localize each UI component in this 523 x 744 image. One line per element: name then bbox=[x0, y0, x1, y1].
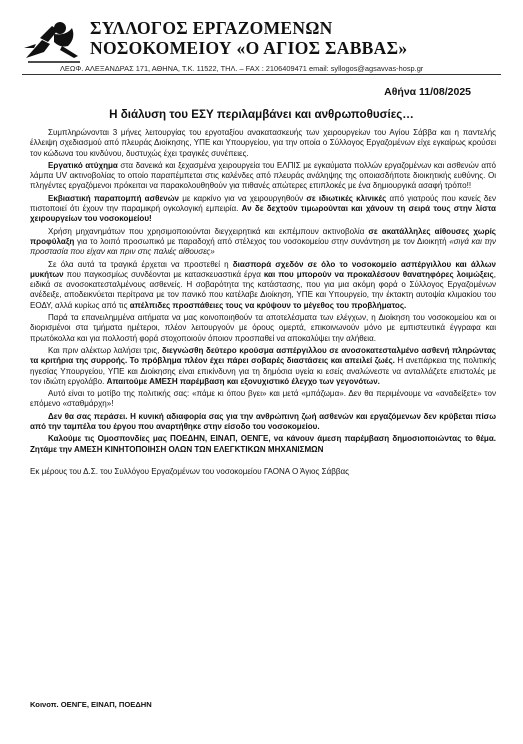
paragraph-5 bbox=[30, 260, 496, 311]
paragraph-text: για το λοιπό προσωπικό με παραδοχή από στέλεχος του νοσοκομείου στην συνάντηση με τον Διοικητή bbox=[74, 236, 450, 246]
spacer bbox=[30, 457, 496, 467]
contact-info: ΛΕΩΦ. ΑΛΕΞΑΝΔΡΑΣ 171, ΑΘΗΝΑ, Τ.Κ. 11522, ΤΗΛ. – FAX : 2106409471 email: syllogos@agsavvas-hosp.gr bbox=[60, 64, 424, 73]
paragraph-text: από γιατρούς που κανείς δεν πιστοποιεί ότι έχουν την παραμικρή ογκολογική εμπειρία. bbox=[30, 193, 497, 214]
document-date: Αθήνα 11/08/2025 bbox=[384, 86, 471, 98]
paragraph-text: Σε όλα αυτά τα τραγικά έρχεται να προστεθεί η bbox=[48, 259, 233, 269]
quote-text: «σιγά και την προστασία που είχαν και πριν στις παλιές αίθουσες» bbox=[30, 236, 496, 257]
paragraph-3 bbox=[30, 194, 496, 225]
signoff bbox=[30, 467, 496, 477]
paragraph-text: Χρήση μηχανημάτων που χρησιμοποιούνται διεγχειρητικά και εκπέμπουν ακτινοβολία bbox=[48, 226, 369, 236]
cc-recipients: Κοινοπ. ΟΕΝΓΕ, ΕΙΝΑΠ, ΠΟΕΔΗΝ bbox=[30, 700, 152, 709]
paragraph-2 bbox=[30, 161, 496, 192]
paragraph-6 bbox=[30, 313, 496, 344]
org-name-line1: ΣΥΛΛΟΓΟΣ ΕΡΓΑΖΟΜΕΝΩΝ bbox=[90, 18, 333, 38]
emphasis-text: Εκβιαστική παραπομπή ασθενών bbox=[48, 193, 180, 203]
emphasis-text: Αν δε δεχτούν τιμωρούνται και χάνουν τη σειρά τους στην λίστα χειρουργείων του νοσοκομείου! bbox=[30, 204, 496, 224]
emphasis-text: απέλπιδες προσπάθειες τους να κρύψουν το μέγεθος του προβλήματος. bbox=[129, 300, 407, 310]
paragraph-text: , ειδικά σε ανοσοκατεσταλμένους ασθενείς. Η σοβαρότητα της κατάστασης, που για μια ακόμη φορά ο Σύλλογος Εργαζομένων ανέδειξε, αποδεικνύεται περίτρανα με τον πανικό που κατέλαβε Διοίκηση, ΥΠΕ και Υπουργείο, την έκτακτη αυτοψία κλιμακίου του ΕΟΔΥ, αλλά κυρίως από τις bbox=[30, 269, 496, 310]
emphasis-text: Απαιτούμε ΑΜΕΣΗ παρέμβαση και εξονυχιστικό έλεγχο των γεγονότων. bbox=[106, 376, 380, 386]
document-title: Η διάλυση του ΕΣΥ περιλαμβάνει και ανθρωποθυσίες… bbox=[109, 108, 414, 121]
paragraph-text: Συμπληρώνονται 3 μήνες λειτουργίας του εργοταξίου ανακατασκευής των χειρουργείων του Αγίου Σάββα και η παντελής έλλειψη σχεδιασμού από πλευράς Διοίκησης, ΥΠΕ και Υπουργείου, για την οποία ο Σύλλογος Εργαζομένων είχε εγκαίρως κρούσει τον κώδωνα του κινδύνου, δυστυχώς έχει τραγικές συνέπειες. bbox=[30, 128, 496, 158]
document-body bbox=[30, 128, 496, 479]
paragraph-9 bbox=[30, 412, 496, 433]
paragraph-1 bbox=[30, 128, 496, 159]
emphasis-text: Εργατικό ατύχημα bbox=[48, 160, 118, 170]
paragraph-text: Η ανεπάρκεια της πολιτικής ηγεσίας Υπουργείου, ΥΠΕ και Διοίκησης είναι επικίνδυνη για τη δημόσια υγεία κι εσείς αναλώνεστε να ανταλλάζετε επιστολές με τον ιδιώτη εργολάβο. bbox=[30, 356, 497, 386]
emphasis-text: σε ιδιωτικές κλινικές bbox=[306, 193, 387, 203]
emphasis-text: και που μπορούν να προκαλέσουν θανατηφόρες λοιμώξεις bbox=[263, 269, 494, 279]
paragraph-text: Και πριν αλέκτωρ λαλήσει τρις, bbox=[48, 345, 162, 355]
paragraph-10 bbox=[30, 434, 496, 455]
paragraph-4 bbox=[30, 227, 496, 258]
emphasis-text: διεγνώσθη δεύτερο κρούσμα ασπέργιλλου σε ανοσοκατεσταλμένο ασθενή πληρώντας τα κριτήρια της συρροής. Το πρόβλημα πλέον έχει πάρει σοβαρές διαστάσεις και απειλεί ζωές. bbox=[30, 345, 496, 366]
emphasis-text: σε ακατάλληλες αίθουσες χωρίς προφύλαξη bbox=[30, 226, 496, 246]
header-divider bbox=[22, 74, 501, 75]
emphasis-text: διασπορά σχεδόν σε όλο το νοσοκομείο ασπέργιλλου και άλλων μυκήτων bbox=[30, 259, 496, 279]
paragraph-text: Αυτό είναι το μοτίβο της πολιτικής σας: «πάμε κι όπου βγει» και μετά «μπάζωμα». Δεν θα περιμένουμε να «αναδείξετε» τον επόμενο «σταθμάρχη»! bbox=[30, 389, 496, 409]
signoff-text: Εκ μέρους του Δ.Σ. του Συλλόγου Εργαζομένων του νοσοκομείου ΓΑΟΝΑ Ο Άγιος Σάββας bbox=[30, 466, 350, 476]
organization-name bbox=[90, 18, 510, 58]
paragraph-8 bbox=[30, 389, 496, 410]
union-logo-icon bbox=[22, 18, 84, 64]
paragraph-text: στα δανεικά και ξεχασμένα χειρουργεία του ΕΛΠΙΣ με εγκαύματα πολλών εργαζομένων και ασθενών από λάμπα UV ακτινοβολίας το οποίο παραπέμπεται στις καλένδες από πλευράς ανάληψης της οποιασδήποτε διοικητικής ευθύνης. Οι πληγέντες εργαζόμενοι πρόκειται να παρακολουθηθούν για πιθανές απώτερες επιπλοκές με ένα δημιουργικά ασαφή τρόπο!! bbox=[30, 160, 496, 191]
paragraph-text: Παρά τα επανειλημμένα αιτήματα να μας κοινοποιηθούν τα αποτελέσματα των ελέγχων, η Διοίκηση του νοσοκομείου και οι διορισμένοι στα τμήματα ημέτεροι, πλέον λειτουργούν με όρους ομερτά, επικοινωνούν μόνο με εμπιστευτικά έγγραφα και πρωτόκολλα και για πολλοστή φορά στοχοποιούν όποιον προσπαθεί να αποκαλύψει την αλήθεια. bbox=[30, 313, 496, 343]
emphasis-text: Δεν θα σας περάσει. Η κυνική αδιαφορία σας για την ανθρώπινη ζωή ασθενών και εργαζόμενων δεν κρύβεται πίσω από την ταμπέλα του έργου που αναρτήθηκε στην είσοδο του νοσοκομείου. bbox=[30, 411, 496, 432]
paragraph-7 bbox=[30, 346, 496, 387]
emphasis-text: Καλούμε τις Ομοσπονδίες μας ΠΟΕΔΗΝ, ΕΙΝΑΠ, ΟΕΝΓΕ, να κάνουν άμεση παρέμβαση δημοσιοποιώντας το θέμα. Ζητάμε την ΑΜΕΣΗ ΚΙΝΗΤΟΠΟΙΗΣΗ ΟΛΩΝ ΤΩΝ ΕΛΕΓΚΤΙΚΩΝ ΜΗΧΑΝΙΣΜΩΝ bbox=[30, 434, 496, 454]
paragraph-text: με καρκίνο για να χειρουργηθούν bbox=[179, 193, 307, 203]
paragraph-text: που παγκοσμίως συνδέονται με κατασκευαστικά έργα bbox=[63, 269, 264, 279]
org-name-line2: ΝΟΣΟΚΟΜΕΙΟΥ «Ο ΑΓΙΟΣ ΣΑΒΒΑΣ» bbox=[90, 38, 408, 58]
